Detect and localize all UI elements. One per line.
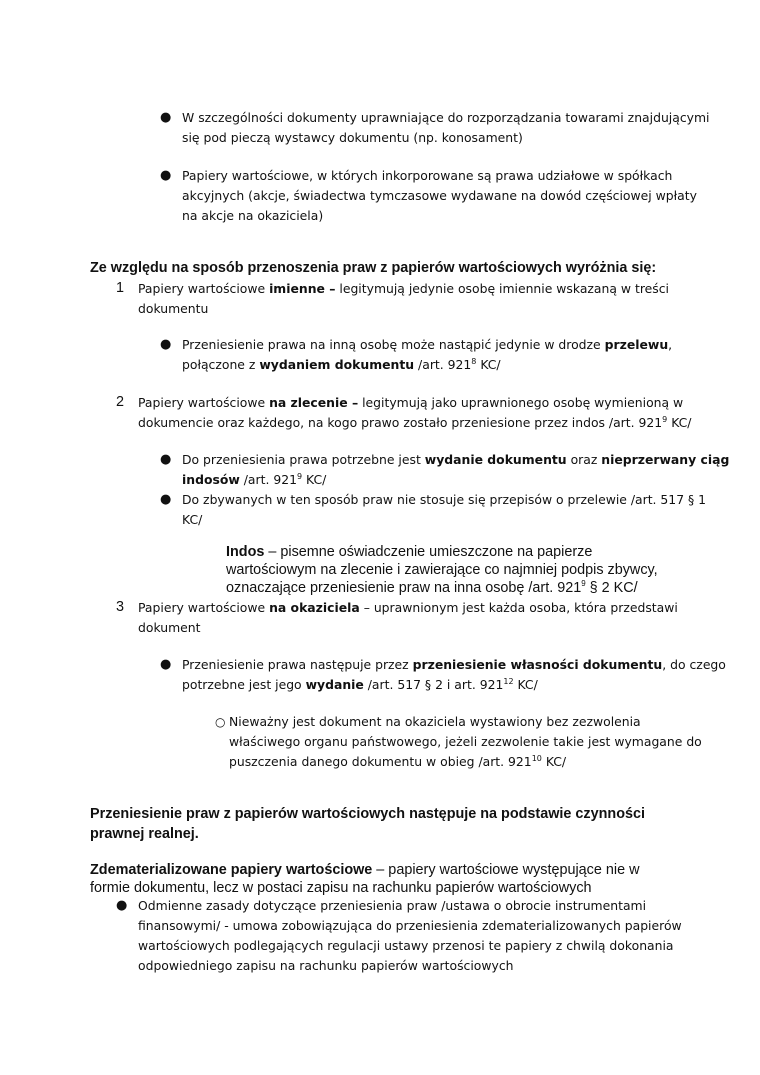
bullet-text: Przeniesienie prawa następuje przez przeniesienie własności dokumentu, do czego (182, 657, 726, 672)
bullet-icon: ● (116, 898, 128, 913)
sub-bullet-text: puszczenia danego dokumentu w obieg /art. $921^{10}$ KC/ (229, 753, 567, 769)
bullet-icon: ● (160, 492, 172, 507)
bullet-text: połączone z wydaniem dokumentu /art. $921^8$ KC/ (182, 356, 501, 372)
definition-text: wartościowym na zlecenie i zawierające co najmniej podpis zbywcy, (226, 562, 658, 578)
list-item-text: dokumencie oraz każdego, na kogo prawo zostało przeniesione przez indos /art. $921^9$ KC/ (138, 414, 692, 430)
bullet-text: potrzebne jest jego wydanie /art. 517 § 2 i art. $921^{12}$ KC/ (182, 676, 538, 692)
section-heading: Ze względu na sposób przenoszenia praw z papierów wartościowych wyróżnia się: (90, 260, 657, 276)
list-number: 2 (116, 394, 125, 410)
bullet-text: na akcje na okaziciela) (182, 208, 324, 223)
bullet-text: Do zbywanych w ten sposób praw nie stosuje się przepisów o przelewie /art. 517 § 1 (182, 492, 707, 507)
list-item-text: Papiery wartościowe imienne – legitymują jedynie osobę imiennie wskazaną w treści (138, 281, 669, 296)
definition-text: Indos – pisemne oświadczenie umieszczone na papierze (226, 544, 593, 560)
bullet-icon: ● (160, 168, 172, 183)
list-item-text: Papiery wartościowe na okaziciela – uprawnionym jest każda osoba, która przedstawi (138, 600, 678, 615)
section-heading: Przeniesienie praw z papierów wartościowych następuje na podstawie czynności (90, 806, 646, 822)
bullet-text: Odmienne zasady dotyczące przeniesienia praw /ustawa o obrocie instrumentami (138, 898, 647, 913)
bullet-text: W szczególności dokumenty uprawniające do rozporządzania towarami znajdującymi (182, 110, 710, 125)
bullet-icon: ● (160, 110, 172, 125)
definition-text: Zdematerializowane papiery wartościowe – papiery wartościowe występujące nie w (90, 862, 640, 878)
bullet-text: KC/ (182, 512, 203, 527)
section-heading: prawnej realnej. (90, 826, 199, 842)
bullet-text: finansowymi/ - umowa zobowiązująca do przeniesienia zdematerializowanych papierów (138, 918, 682, 933)
bullet-text: Do przeniesienia prawa potrzebne jest wydanie dokumentu oraz nieprzerwany ciąg (182, 452, 730, 467)
list-item-text: dokument (138, 620, 201, 635)
definition-text: formie dokumentu, lecz w postaci zapisu na rachunku papierów wartościowych (90, 880, 592, 896)
list-number: 3 (116, 599, 125, 615)
bullet-text: Przeniesienie prawa na inną osobę może nastąpić jedynie w drodze przelewu, (182, 337, 673, 352)
bullet-text: Papiery wartościowe, w których inkorporowane są prawa udziałowe w spółkach (182, 168, 673, 183)
list-item-text: Papiery wartościowe na zlecenie – legitymują jako uprawnionego osobę wymienioną w (138, 395, 684, 410)
bullet-text: indosów /art. $921^9$ KC/ (182, 471, 327, 487)
bullet-text: się pod pieczą wystawcy dokumentu (np. konosament) (182, 130, 523, 145)
bullet-text: wartościowych podlegających regulacji ustawy przenosi te papiery z chwilą dokonania (138, 938, 674, 953)
bullet-text: odpowiedniego zapisu na rachunku papierów wartościowych (138, 958, 514, 973)
definition-text: oznaczające przeniesienie praw na inna osobę /art. $921^9$ § 2 KC/ (226, 579, 638, 596)
bullet-text: akcyjnych (akcje, świadectwa tymczasowe wydawane na dowód częściowej wpłaty (182, 188, 697, 203)
circle-bullet-icon: ○ (215, 715, 226, 729)
bullet-icon: ● (160, 452, 172, 467)
sub-bullet-text: właściwego organu państwowego, jeżeli zezwolenie takie jest wymagane do (229, 734, 702, 749)
list-item-text: dokumentu (138, 301, 209, 316)
bullet-icon: ● (160, 337, 172, 352)
sub-bullet-text: Nieważny jest dokument na okaziciela wystawiony bez zezwolenia (229, 714, 641, 729)
list-number: 1 (116, 280, 125, 296)
bullet-icon: ● (160, 657, 172, 672)
